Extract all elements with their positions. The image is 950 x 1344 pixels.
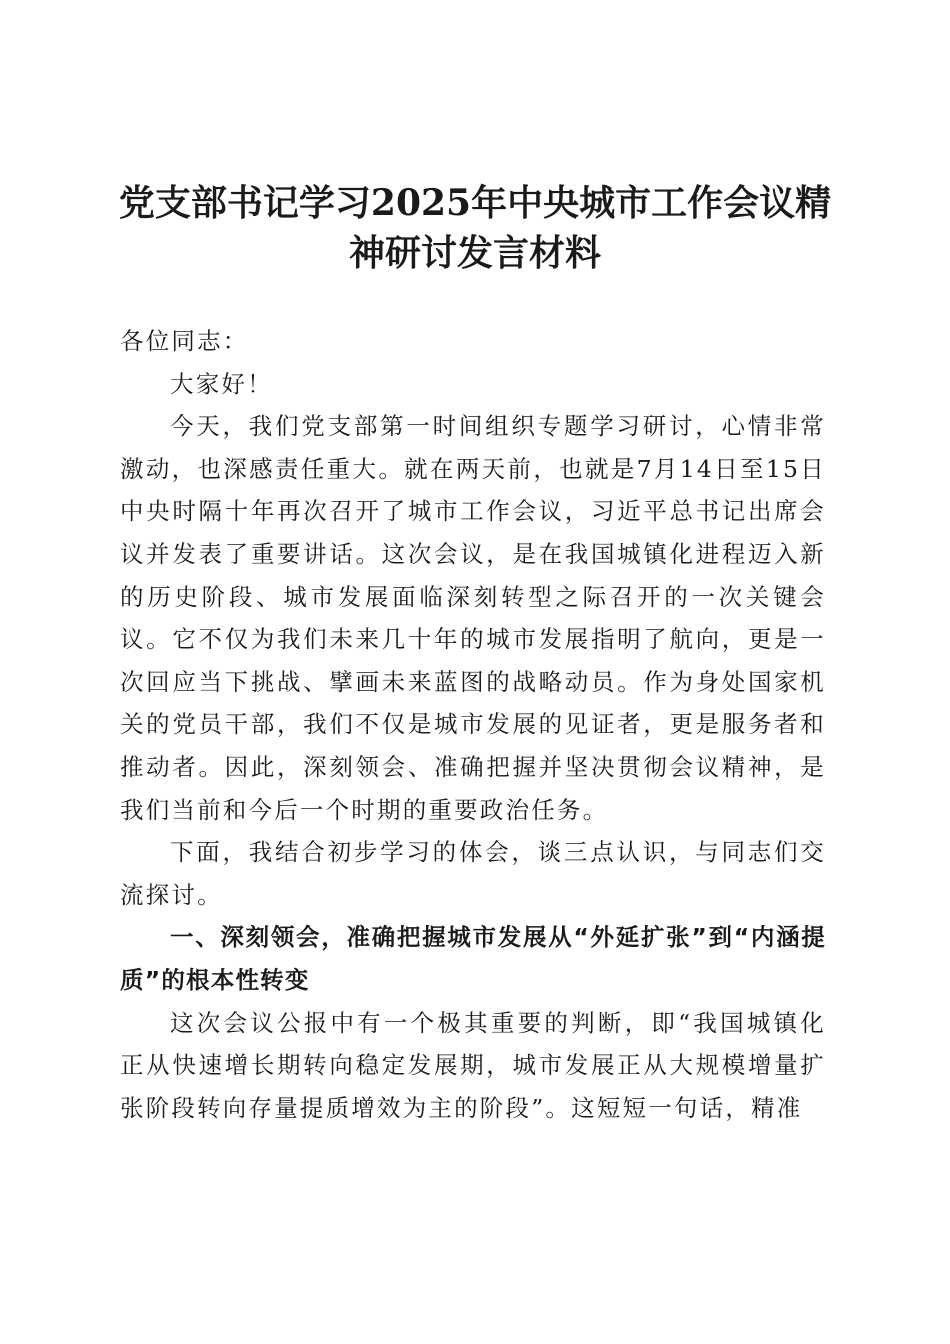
section-heading-1: 一、深刻领会，准确把握城市发展从“外延扩张”到“内涵提质”的根本性转变 (120, 923, 826, 994)
salutation: 各位同志： (120, 327, 249, 355)
document-body (120, 320, 826, 1129)
document-title: 党支部书记学习2025年中央城市工作会议精神研讨发言材料 (118, 182, 832, 274)
paragraph-greeting: 大家好！ (170, 369, 273, 398)
paragraph-outline: 下面，我结合初步学习的体会，谈三点认识，与同志们交流探讨。 (120, 838, 826, 909)
paragraph-intro: 今天，我们党支部第一时间组织专题学习研讨，心情非常激动，也深感责任重大。就在两天前，也就是7月14日至15日中央时隔十年再次召开了城市工作会议，习近平总书记出席会议并发表了重要讲话。这次会议，是在我国城镇化进程迈入新的历史阶段、城市发展面临深刻转型之际召开的一次关键会议。它不仅为我们未来几十年的城市发展指明了航向，更是一次回应当下挑战、擘画未来蓝图的战略动员。作为身处国家机关的党员干部，我们不仅是城市发展的见证者，更是服务者和推动者。因此，深刻领会、准确把握并坚决贯彻会议精神，是我们当前和今后一个时期的重要政治任务。 (120, 412, 826, 824)
paragraph-section-1: 这次会议公报中有一个极其重要的判断，即“我国城镇化正从快速增长期转向稳定发展期，城市发展正从大规模增量扩张阶段转向存量提质增效为主的阶段”。这短短一句话，精准 (120, 1008, 826, 1122)
